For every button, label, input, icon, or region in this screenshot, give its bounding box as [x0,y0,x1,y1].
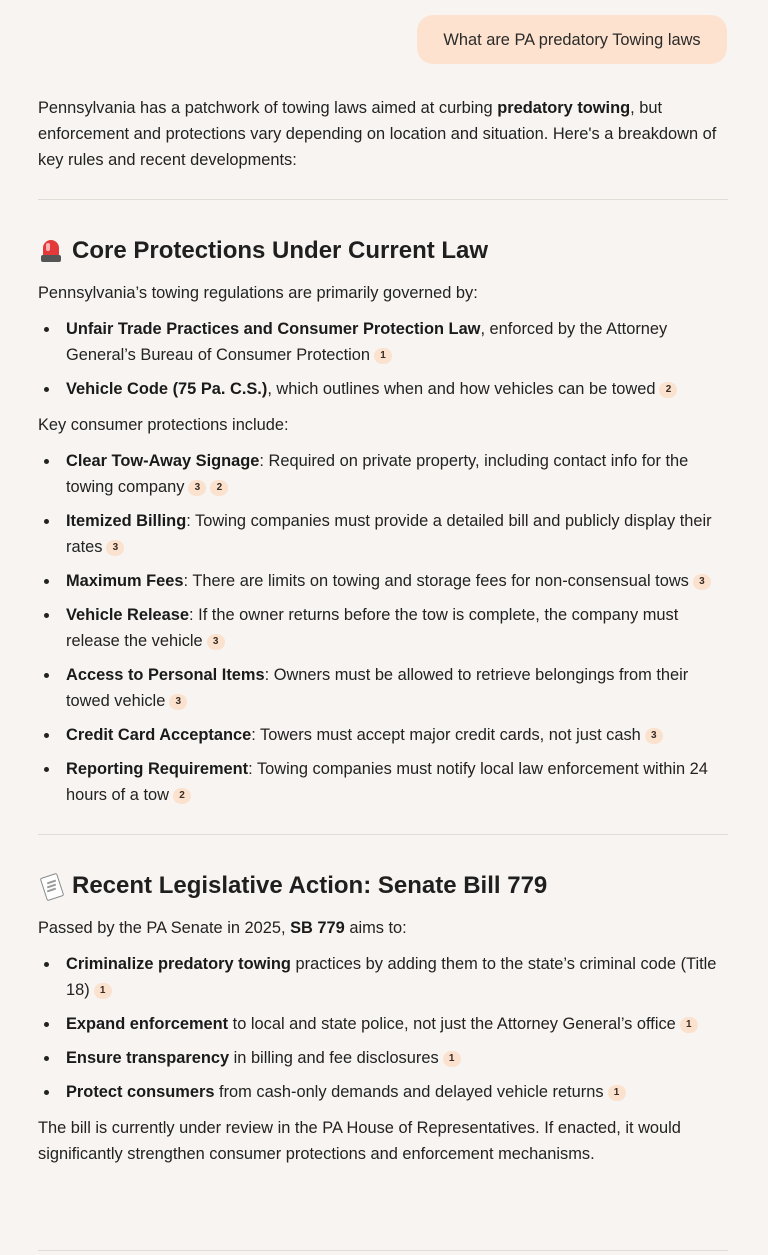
assistant-response [38,95,728,1167]
laws-list [38,316,728,402]
divider [38,1250,728,1251]
citation-badge[interactable]: 3 [645,728,663,744]
item-bold: Protect consumers [66,1083,215,1101]
item-text: in billing and fee disclosures [229,1049,439,1067]
citation-badge[interactable]: 3 [207,634,225,650]
lead-text-2: aims to: [344,919,407,937]
citation-badge[interactable]: 2 [659,382,677,398]
list-item [38,376,728,402]
list-item [38,756,728,808]
item-bold: Access to Personal Items [66,666,265,684]
item-bold: Unfair Trade Practices and Consumer Protection Law [66,320,481,338]
citation-badge[interactable]: 1 [680,1017,698,1033]
citation-badge[interactable]: 1 [443,1051,461,1067]
item-bold: Credit Card Acceptance [66,726,252,744]
item-bold: Itemized Billing [66,512,187,530]
lead-bold: SB 779 [290,919,345,937]
citation-badge[interactable]: 3 [169,694,187,710]
citation-badge[interactable]: 2 [210,480,228,496]
item-text: : Owners must be allowed to retrieve belongings from their towed vehicle [66,666,689,710]
section-lead [38,915,728,941]
receipt-icon [38,873,64,899]
intro-paragraph [38,95,728,173]
list-item [38,951,728,1003]
item-bold: Clear Tow-Away Signage [66,452,260,470]
section-lead-2: Key consumer protections include: [38,416,289,434]
list-item [38,316,728,368]
item-text: , enforced by the Attorney General’s Bureau of Consumer Protection [66,320,668,364]
item-text: : Towing companies must notify local law enforcement within 24 hours of a tow [66,760,708,804]
police-siren-icon [38,238,64,264]
lead-text-1: Passed by the PA Senate in 2025, [38,919,291,937]
bill-goals-list [38,951,728,1105]
user-message-bubble [417,15,727,64]
citation-badge[interactable]: 1 [374,348,392,364]
item-text: , which outlines when and how vehicles can be towed [267,380,656,398]
item-bold: Vehicle Code (75 Pa. C.S.) [66,380,268,398]
citation-badge[interactable]: 3 [693,574,711,590]
list-item [38,508,728,560]
item-text: : Required on private property, including contact info for the towing company [66,452,689,496]
item-bold: Ensure transparency [66,1049,230,1067]
list-item [38,448,728,500]
intro-text-1: Pennsylvania has a patchwork of towing laws aimed at curbing [38,99,498,117]
citation-badge[interactable]: 1 [94,983,112,999]
list-item [38,1045,728,1071]
item-text: from cash-only demands and delayed vehicle returns [214,1083,604,1101]
intro-bold: predatory towing [497,99,631,117]
divider [38,199,728,200]
protections-list [38,448,728,808]
list-item [38,1079,728,1105]
item-bold: Expand enforcement [66,1015,229,1033]
list-item [38,662,728,714]
section-heading-legislative-action [38,871,728,901]
list-item [38,568,728,594]
intro-text-2: , but enforcement and protections vary depending on location and situation. Here's a breakdown of key rules and recent developments: [38,99,717,169]
list-item [38,1011,728,1037]
citation-badge[interactable]: 1 [608,1085,626,1101]
closing-paragraph: The bill is currently under review in the PA House of Representatives. If enacted, it would significantly strengthen consumer protections and enforcement mechanisms. [38,1119,681,1163]
user-message-text: What are PA predatory Towing laws [443,30,701,49]
item-bold: Reporting Requirement [66,760,249,778]
item-text: : Towers must accept major credit cards, not just cash [251,726,641,744]
item-text: to local and state police, not just the Attorney General’s office [228,1015,676,1033]
item-text: : Towing companies must provide a detailed bill and publicly display their rates [66,512,712,556]
section-title: Core Protections Under Current Law [72,237,489,264]
item-bold: Vehicle Release [66,606,190,624]
item-text: practices by adding them to the state’s criminal code (Title 18) [66,955,717,999]
list-item [38,722,728,748]
section-title: Recent Legislative Action: Senate Bill 779 [72,872,548,899]
section-lead: Pennsylvania’s towing regulations are primarily governed by: [38,284,478,302]
citation-badge[interactable]: 3 [188,480,206,496]
item-bold: Maximum Fees [66,572,184,590]
citation-badge[interactable]: 2 [173,788,191,804]
item-text: : There are limits on towing and storage fees for non-consensual tows [183,572,689,590]
item-text: : If the owner returns before the tow is complete, the company must release the vehicle [66,606,679,650]
divider [38,834,728,835]
citation-badge[interactable]: 3 [106,540,124,556]
list-item [38,602,728,654]
item-bold: Criminalize predatory towing [66,955,291,973]
section-heading-core-protections [38,236,728,266]
